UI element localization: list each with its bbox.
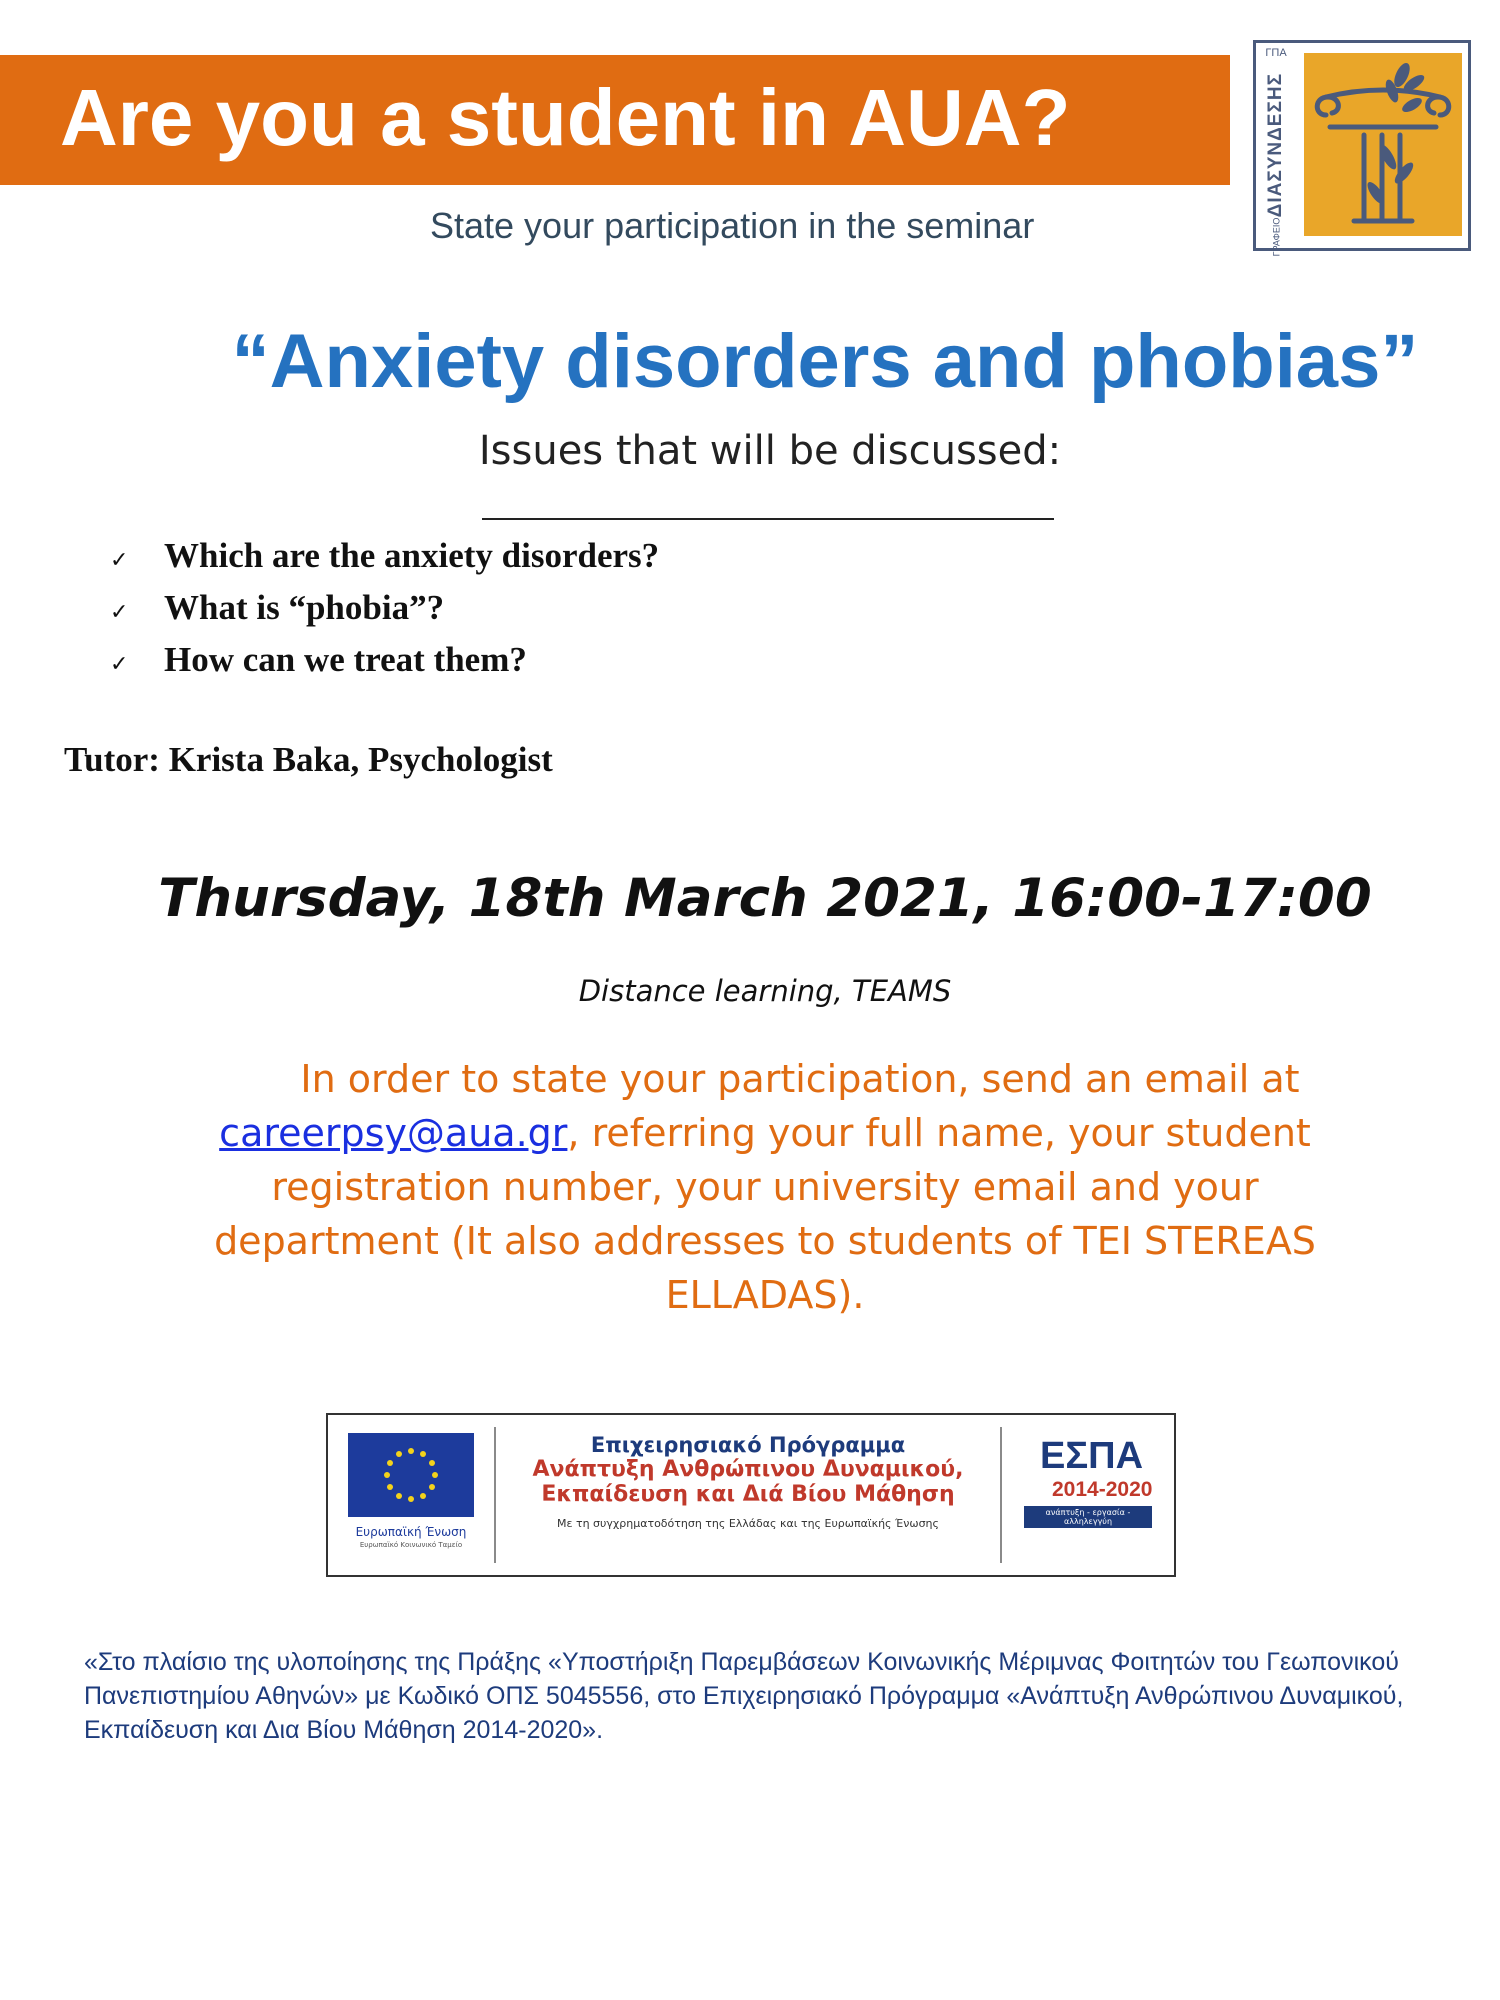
espa-years: 2014-2020 <box>1052 1478 1153 1501</box>
eu-block <box>346 1433 476 1559</box>
ionic-column-laurel-icon <box>1304 53 1462 236</box>
program-block <box>508 1433 988 1530</box>
issues-heading: Issues that will be discussed: <box>478 428 1062 474</box>
event-location: Distance learning, TEAMS <box>578 974 952 1008</box>
logo-side-main-label: ΔΙΑΣΥΝΔΕΣΗΣ <box>1265 73 1286 218</box>
issue-text: How can we treat them? <box>164 640 527 679</box>
event-datetime: Thursday, 18th March 2021, 16:00-17:00 <box>158 868 1372 929</box>
program-title-line1: Ανάπτυξη Ανθρώπινου Δυναμικού, <box>532 1457 964 1482</box>
instructions-text-start: In order to state your participation, send an email at <box>300 1057 1300 1101</box>
program-title-line2: Εκπαίδευση και Διά Βίου Μάθηση <box>541 1482 955 1507</box>
registration-instructions <box>195 1052 1335 1322</box>
program-name: Επιχειρησιακό Πρόγραμμα <box>590 1433 906 1457</box>
heading-divider <box>482 518 1054 520</box>
eu-sublabel: Ευρωπαϊκό Κοινωνικό Ταμείο <box>359 1541 463 1549</box>
eu-flag-icon <box>348 1433 474 1517</box>
logo-side-bottom-label: ΓΡΑΦΕΙΟ <box>1270 217 1281 257</box>
banner-divider <box>494 1427 496 1563</box>
funding-banner <box>326 1413 1176 1577</box>
logo-side-text <box>1256 43 1296 257</box>
banner-divider <box>1000 1427 1002 1563</box>
checkmark-icon: ✓ <box>110 600 129 625</box>
checkmark-icon: ✓ <box>110 548 129 573</box>
tutor-line: Tutor: Krista Baka, Psychologist <box>64 740 553 779</box>
issue-text: What is “phobia”? <box>164 588 445 627</box>
issues-list <box>110 530 659 686</box>
page-subtitle: State your participation in the seminar <box>430 205 1035 246</box>
office-logo <box>1253 40 1471 257</box>
espa-logo <box>1018 1435 1158 1528</box>
instructions-text-end: , referring your full name, your student registration number, your university email and your department (It also addresses to students of TEI STEREAS ELLADAS). <box>214 1111 1316 1317</box>
cofunding-note: Με τη συγχρηματοδότηση της Ελλάδας και της Ευρωπαϊκής Ένωσης <box>557 1517 939 1530</box>
issue-text: Which are the anxiety disorders? <box>164 536 660 575</box>
email-link[interactable]: careerpsy@aua.gr <box>219 1111 568 1155</box>
logo-side-top-label: ΓΠΑ <box>1265 47 1287 59</box>
espa-tagline: ανάπτυξη - εργασία - αλληλεγγύη <box>1024 1506 1152 1528</box>
list-item <box>110 530 659 582</box>
seminar-title: “Anxiety disorders and phobias” <box>231 319 1419 404</box>
espa-title: ΕΣΠΑ <box>1040 1435 1144 1477</box>
list-item <box>110 634 659 686</box>
eu-label: Ευρωπαϊκή Ένωση <box>355 1525 467 1539</box>
page-title: Are you a student in AUA? <box>60 73 1071 162</box>
list-item <box>110 582 659 634</box>
checkmark-icon: ✓ <box>110 652 129 677</box>
footer-note: «Στο πλαίσιο της υλοποίησης της Πράξης «Υποστήριξη Παρεμβάσεων Κοινωνικής Μέριμνας Φοιτητών του Γεωπονικού Πανεπιστημίου Αθηνών» με Κωδικό ΟΠΣ 5045556, στο Επιχειρησιακό Πρόγραμμα «Ανάπτυξη Ανθρώπινου Δυναμικού, Εκπαίδευση και Δια Βίου Μάθηση 2014-2020». <box>84 1648 1404 1744</box>
